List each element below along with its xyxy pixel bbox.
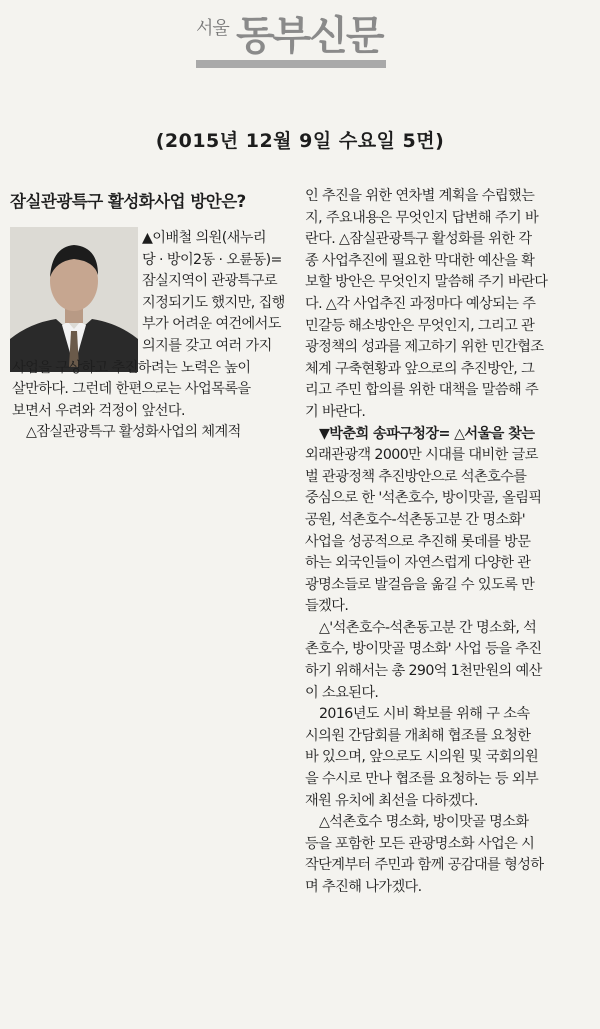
text-line: 2016년도 시비 확보를 위해 구 소속 (319, 706, 530, 723)
text-line: 인 추진을 위한 연차별 계획을 수립했는 (305, 188, 535, 204)
text-line: 의지를 갖고 여러 가지 (142, 337, 272, 354)
text-line: 외래관광객 2000만 시대를 대비한 글로 (305, 447, 538, 464)
text-line: 체계 구축현황과 앞으로의 추진방안, 그 (305, 360, 535, 377)
text-line: 민갈등 해소방안은 무엇인지, 그리고 관 (305, 317, 535, 334)
text-line: ▲이배철 의원(새누리 (142, 230, 266, 246)
text-line: 지, 주요내용은 무엇인지 답변해 주기 바 (305, 209, 539, 226)
text-line: 란다. △잠실관광특구 활성화를 위한 각 (305, 231, 532, 248)
text-line: 다. △각 사업추진 과정마다 예상되는 주 (305, 295, 536, 312)
text-line: 바 있으며, 앞으로도 시의원 및 국회의원 (305, 749, 539, 766)
text-line: 보할 방안은 무엇인지 말씀해 주기 바란다 (305, 274, 548, 291)
text-line: 벌 관광정책 추진방안으로 석촌호수를 (305, 468, 527, 485)
text-line: 며 추진해 나가겠다. (305, 879, 422, 895)
text-line: 을 수시로 만나 협조를 요청하는 등 외부 (305, 771, 539, 788)
text-line: 종 사업추진에 필요한 막대한 예산을 확 (305, 252, 535, 269)
text-line: 하기 위해서는 총 290억 1천만원의 예산 (305, 663, 542, 680)
text-line: 공원, 석촌호수-석촌동고분 간 명소화' (305, 511, 526, 528)
text-line: 재원 유치에 최선을 다하겠다. (305, 792, 478, 809)
text-line: 작단계부터 주민과 함께 공감대를 형성하 (305, 857, 544, 874)
masthead (196, 4, 406, 70)
text-line: 잠실지역이 관광특구로 (142, 273, 277, 290)
text-line: 사업을 구상하고 추진하려는 노력은 높이 (12, 359, 251, 376)
text-line: 부가 어려운 여건에서도 (142, 316, 281, 333)
text-line: 살만하다. 그런데 한편으로는 사업목록을 (12, 381, 251, 398)
text-line: 들겠다. (305, 598, 349, 615)
masthead-name: 동부신문 (236, 12, 383, 59)
text-line: △'석촌호수-석촌동고분 간 명소화, 석 (319, 619, 537, 636)
text-line: 지정되기도 했지만, 집행 (142, 294, 285, 311)
text-line: △잠실관광특구 활성화사업의 체계적 (26, 424, 241, 441)
masthead-seoul: 서울 (196, 18, 229, 39)
text-line: ▼박춘희 송파구청장= △서울을 찾는 (319, 425, 535, 442)
headline: 잠실관광특구 활성화사업 방안은? (10, 192, 246, 211)
column-right (305, 186, 597, 899)
text-line: 보면서 우려와 걱정이 앞선다. (12, 402, 185, 419)
masthead-bar (196, 60, 386, 68)
text-line: 당 · 방이2동 · 오륜동)= (142, 251, 282, 268)
dateline: (2015년 12월 9일 수요일 5면) (155, 130, 445, 152)
text-line: 사업을 성공적으로 추진해 롯데를 방문 (305, 533, 531, 550)
text-line: 광정책의 성과를 제고하기 위한 민간협조 (305, 339, 544, 356)
text-line: 기 바란다. (305, 403, 366, 420)
text-line: △석촌호수 명소화, 방이맛골 명소화 (319, 814, 529, 831)
text-line: 하는 외국인들이 자연스럽게 다양한 관 (305, 555, 531, 572)
text-line: 이 소요된다. (305, 684, 379, 701)
text-line: 시의원 간담회를 개최해 협조를 요청한 (305, 727, 531, 744)
text-line: 촌호수, 방이맛골 명소화' 사업 등을 추진 (305, 641, 542, 658)
text-line: 리고 주민 합의를 위한 대책을 말씀해 주 (305, 382, 539, 399)
text-line: 등을 포함한 모든 관광명소화 사업은 시 (305, 835, 535, 852)
text-line: 광명소들로 발걸음을 옮길 수 있도록 만 (305, 576, 535, 593)
column-left (12, 228, 302, 444)
text-line: 중심으로 한 '석촌호수, 방이맛골, 올림픽 (305, 490, 542, 507)
